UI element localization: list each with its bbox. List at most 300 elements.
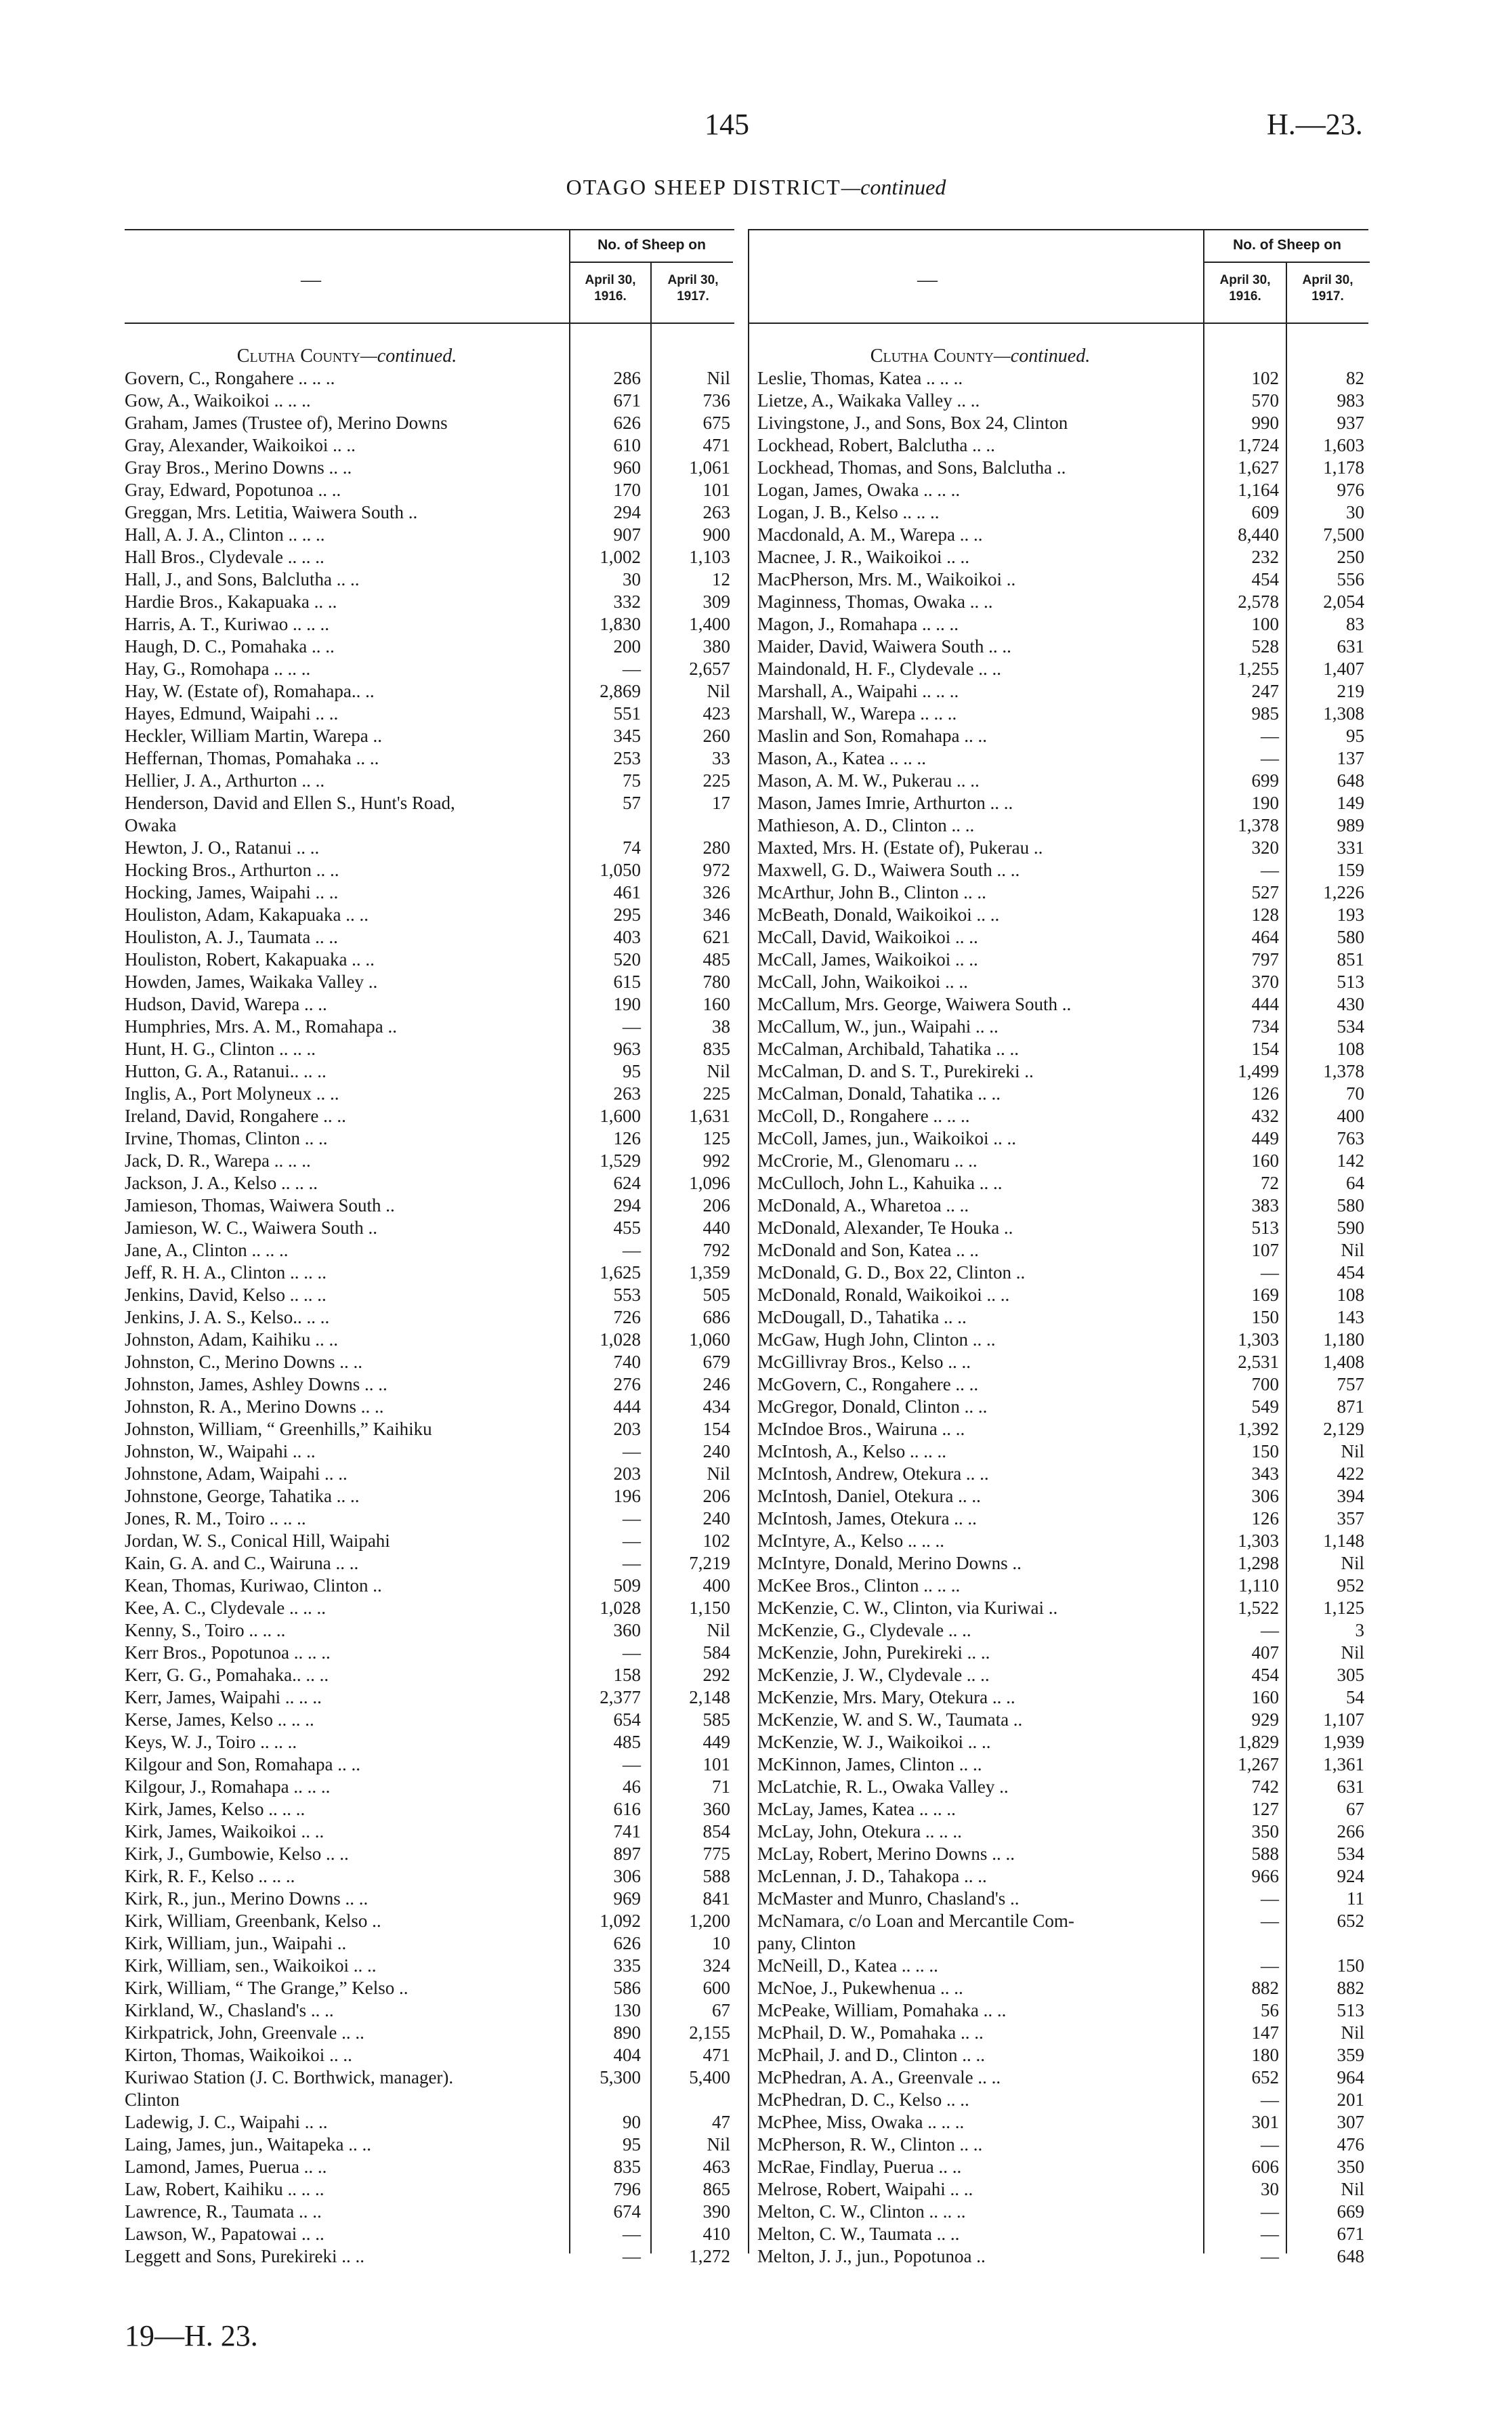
owner-name: Lamond, James, Puerua .. ..: [125, 2157, 327, 2177]
col-1917-line1: April 30,: [667, 273, 719, 287]
owner-name: Hellier, J. A., Arthurton .. ..: [125, 770, 325, 791]
table-row: [125, 837, 734, 859]
sheep-count-1916: 196: [613, 1486, 641, 1506]
sheep-count-1917: 1,178: [1323, 457, 1364, 478]
sheep-count-1916: 464: [1251, 927, 1279, 947]
sheep-count-1917: 324: [702, 1955, 730, 1976]
table-row: [125, 1463, 734, 1485]
sheep-count-1916: 570: [1251, 390, 1279, 411]
sheep-count-1916: 160: [1251, 1150, 1279, 1171]
title-main: OTAGO SHEEP DISTRICT: [566, 175, 841, 199]
owner-name: McNoe, J., Pukewhenua .. ..: [757, 1978, 963, 1998]
owner-name: Heffernan, Thomas, Pomahaka .. ..: [125, 748, 379, 768]
sheep-count-1916: —: [623, 1553, 641, 1573]
table-row: [757, 2044, 1368, 2066]
sheep-count-1917: 1,631: [689, 1106, 730, 1126]
sheep-count-1917: 1,308: [1323, 703, 1364, 724]
sheep-count-1916: 126: [1251, 1083, 1279, 1104]
sheep-count-1917: 67: [1346, 1799, 1364, 1819]
sheep-count-1916: 520: [613, 949, 641, 970]
sheep-count-1917: 1,125: [1323, 1598, 1364, 1618]
table-row: [125, 1530, 734, 1552]
owner-name: Kirk, James, Waikoikoi .. ..: [125, 1821, 324, 1842]
table-row: [125, 904, 734, 926]
owner-name: Hall, A. J. A., Clinton .. .. ..: [125, 524, 325, 545]
sheep-count-1917: 160: [702, 994, 730, 1014]
owner-name: McMaster and Munro, Chasland's ..: [757, 1888, 1020, 1909]
sheep-count-1916: 232: [1251, 547, 1279, 567]
sheep-count-1916: —: [623, 1508, 641, 1529]
table-row: [757, 1888, 1368, 1910]
sheep-count-1917: 7,219: [689, 1553, 730, 1573]
table-row: [125, 1664, 734, 1686]
owner-name: Kirk, R. F., Kelso .. .. ..: [125, 1866, 295, 1886]
sheep-count-1917: 989: [1337, 815, 1364, 835]
sheep-count-1917: 1,180: [1323, 1329, 1364, 1350]
sheep-count-1917: 380: [702, 636, 730, 657]
sheep-count-1916: 966: [1251, 1866, 1279, 1886]
table-row: [757, 636, 1368, 658]
table-row: [125, 1619, 734, 1642]
sheep-count-1916: —: [623, 1441, 641, 1461]
sheep-count-1916: 150: [1251, 1307, 1279, 1327]
sheep-count-1916: 2,578: [1238, 591, 1279, 612]
sheep-count-1916: 734: [1251, 1016, 1279, 1037]
sheep-count-1917: 865: [702, 2179, 730, 2199]
table-row: [757, 971, 1368, 993]
table-row: [757, 1552, 1368, 1575]
table-row: [125, 1597, 734, 1619]
sheep-count-1917: 882: [1337, 1978, 1364, 1998]
sheep-count-1917: 30: [1346, 502, 1364, 522]
owner-name: Kain, G. A. and C., Wairuna .. ..: [125, 1553, 359, 1573]
sheep-count-1917: 556: [1337, 569, 1364, 589]
table-row: [757, 1351, 1368, 1373]
sheep-count-1917: 1,359: [689, 1262, 730, 1283]
owner-name: Leslie, Thomas, Katea .. .. ..: [757, 368, 963, 388]
owner-name: Jamieson, Thomas, Waiwera South ..: [125, 1195, 395, 1215]
table-row: [125, 1329, 734, 1351]
owner-name: Lockhead, Robert, Balclutha .. ..: [757, 435, 995, 455]
sheep-count-1916: 2,869: [600, 681, 641, 701]
left-table-header: [125, 229, 734, 324]
table-row: [757, 1217, 1368, 1239]
table-row: [757, 1865, 1368, 1888]
sheep-count-1917: 225: [702, 770, 730, 791]
table-row: [757, 412, 1368, 434]
sheep-count-1916: 1,600: [600, 1106, 641, 1126]
table-row: [757, 501, 1368, 524]
table-row: [125, 2245, 734, 2268]
sheep-count-1916: 360: [613, 1620, 641, 1640]
sheep-count-1917: 309: [702, 591, 730, 612]
sheep-count-1916: 485: [613, 1732, 641, 1752]
sheep-count-1917: 900: [702, 524, 730, 545]
table-row: [757, 1642, 1368, 1664]
owner-name: Owaka: [125, 815, 177, 835]
sheep-count-1917: 434: [702, 1396, 730, 1417]
sheep-count-1917: 763: [1337, 1128, 1364, 1148]
page-number: 145: [705, 108, 749, 141]
sheep-count-1917: 95: [1346, 726, 1364, 746]
table-row: [125, 501, 734, 524]
table-row: [125, 770, 734, 792]
sheep-count-1917: 143: [1337, 1307, 1364, 1327]
owner-name: Hocking, James, Waipahi .. ..: [125, 882, 339, 902]
table-row: [125, 1686, 734, 1709]
owner-name: McPhee, Miss, Owaka .. .. ..: [757, 2112, 965, 2132]
sheep-count-1917: 225: [702, 1083, 730, 1104]
owner-name: Keys, W. J., Toiro .. .. ..: [125, 1732, 297, 1752]
table-row: [125, 390, 734, 412]
section-county: Clutha County: [870, 346, 994, 367]
sheep-count-1917: 1,096: [689, 1173, 730, 1193]
owner-name: McPhedran, A. A., Greenvale .. ..: [757, 2067, 1001, 2087]
table-row: [757, 1776, 1368, 1798]
owner-name: Haugh, D. C., Pomahaka .. ..: [125, 636, 335, 657]
owner-name: Maxwell, G. D., Waiwera South .. ..: [757, 860, 1020, 880]
owner-name: Melton, C. W., Clinton .. .. ..: [757, 2201, 966, 2222]
sheep-count-1917: 350: [1337, 2157, 1364, 2177]
sheep-count-1916: —: [623, 1642, 641, 1663]
owner-name: Melton, C. W., Taumata .. ..: [757, 2224, 960, 2244]
sheep-count-1917: 102: [702, 1531, 730, 1551]
owner-name: McDonald, Ronald, Waikoikoi .. ..: [757, 1285, 1010, 1305]
sheep-count-1917: 108: [1337, 1285, 1364, 1305]
table-row: [125, 1642, 734, 1664]
sheep-count-1916: 147: [1251, 2022, 1279, 2043]
sheep-count-1917: 64: [1346, 1173, 1364, 1193]
sheep-count-1916: —: [1261, 1955, 1279, 1976]
sheep-count-1916: 1,303: [1238, 1531, 1279, 1551]
sheep-count-1916: 102: [1251, 368, 1279, 388]
table-row: [757, 1999, 1368, 2022]
sheep-count-1917: 430: [1337, 994, 1364, 1014]
owner-name: Kirk, J., Gumbowie, Kelso .. ..: [125, 1844, 349, 1864]
table-row: [757, 1440, 1368, 1463]
sheep-count-1916: —: [1261, 1888, 1279, 1909]
table-row: [757, 2245, 1368, 2268]
sheep-count-1917: Nil: [707, 1463, 730, 1484]
owner-name: Johnston, William, “ Greenhills,” Kaihiku: [125, 1419, 432, 1439]
owner-name: Gray, Alexander, Waikoikoi .. ..: [125, 435, 356, 455]
sheep-count-1917: 580: [1337, 1195, 1364, 1215]
table-row: [757, 1194, 1368, 1217]
right-table-body: [757, 367, 1368, 2268]
owner-name: Mason, A., Katea .. .. ..: [757, 748, 926, 768]
sheep-count-1916: 100: [1251, 614, 1279, 634]
table-row: [757, 747, 1368, 770]
owner-name: McKenzie, J. W., Clydevale .. ..: [757, 1665, 990, 1685]
table-row: [757, 2066, 1368, 2089]
sheep-count-1917: 505: [702, 1285, 730, 1305]
sheep-count-1916: 740: [613, 1352, 641, 1372]
table-row: [757, 1821, 1368, 1843]
owner-name: McDonald and Son, Katea .. ..: [757, 1240, 979, 1260]
sheep-count-1917: 590: [1337, 1218, 1364, 1238]
owner-name: McCall, James, Waikoikoi .. ..: [757, 949, 978, 970]
sheep-count-1917: 1,400: [689, 614, 730, 634]
sheep-count-1917: 250: [1337, 547, 1364, 567]
sheep-count-1916: 882: [1251, 1978, 1279, 1998]
sheep-count-1917: 2,148: [689, 1687, 730, 1707]
sheep-count-1916: 509: [613, 1575, 641, 1596]
sheep-count-1917: 326: [702, 882, 730, 902]
sheep-count-1917: 292: [702, 1665, 730, 1685]
sheep-count-1917: 7,500: [1323, 524, 1364, 545]
sheep-count-1916: 432: [1251, 1106, 1279, 1126]
table-row: [757, 658, 1368, 680]
col-1916-line2: 1916.: [594, 289, 627, 304]
sheep-count-1916: 1,625: [600, 1262, 641, 1283]
sheep-count-1917: 10: [712, 1933, 730, 1953]
table-row: [757, 2178, 1368, 2201]
table-row: [757, 1463, 1368, 1485]
sheep-count-1916: 963: [613, 1039, 641, 1059]
sheep-count-1916: 130: [613, 2000, 641, 2020]
owner-name: Kirk, James, Kelso .. .. ..: [125, 1799, 306, 1819]
table-row: [125, 971, 734, 993]
table-row: [757, 367, 1368, 390]
sheep-count-1917: 1,103: [689, 547, 730, 567]
owner-name: Henderson, David and Ellen S., Hunt's Road,: [125, 793, 455, 813]
owner-name: McBeath, Donald, Waikoikoi .. ..: [757, 904, 1000, 925]
table-row: [757, 1619, 1368, 1642]
sheep-count-1916: 126: [613, 1128, 641, 1148]
sheep-count-1917: 1,148: [1323, 1531, 1364, 1551]
table-row: [125, 703, 734, 725]
owner-name: Kilgour, J., Romahapa .. .. ..: [125, 1776, 331, 1797]
sheep-count-1916: 1,028: [600, 1598, 641, 1618]
owner-name: McPherson, R. W., Clinton .. ..: [757, 2134, 983, 2155]
owner-name: Jane, A., Clinton .. .. ..: [125, 1240, 289, 1260]
sheep-count-1916: 652: [1251, 2067, 1279, 2087]
sheep-count-1917: 82: [1346, 368, 1364, 388]
owner-name: Lietze, A., Waikaka Valley .. ..: [757, 390, 980, 411]
sheep-count-1916: 1,092: [600, 1911, 641, 1931]
sheep-count-1917: 390: [702, 2201, 730, 2222]
owner-name: McCall, David, Waikoikoi .. ..: [757, 927, 978, 947]
sheep-count-1916: 2,531: [1238, 1352, 1279, 1372]
owner-name: Johnston, Adam, Kaihiku .. ..: [125, 1329, 338, 1350]
sheep-count-1917: 346: [702, 904, 730, 925]
sheep-count-1917: 83: [1346, 614, 1364, 634]
sheep-count-1917: 471: [702, 2045, 730, 2065]
sheep-count-1917: 1,107: [1323, 1709, 1364, 1730]
owner-name: Gow, A., Waikoikoi .. .. ..: [125, 390, 311, 411]
sheep-count-1916: 154: [1251, 1039, 1279, 1059]
table-row: [757, 1686, 1368, 1709]
table-row: [125, 1552, 734, 1575]
sheep-count-1916: 276: [613, 1374, 641, 1394]
sheep-count-1916: 75: [623, 770, 641, 791]
sheep-count-1916: 1,255: [1238, 659, 1279, 679]
owner-name: McLay, John, Otekura .. .. ..: [757, 1821, 962, 1842]
table-row: [757, 1709, 1368, 1731]
sheep-count-1916: 741: [613, 1821, 641, 1842]
sheep-count-1917: 331: [1337, 837, 1364, 858]
owner-name: Kenny, S., Toiro .. .. ..: [125, 1620, 286, 1640]
table-row: [757, 881, 1368, 904]
owner-name: Hay, W. (Estate of), Romahapa.. ..: [125, 681, 375, 701]
sheep-count-1917: 964: [1337, 2067, 1364, 2087]
table-row: [757, 568, 1368, 591]
sheep-count-1916: 513: [1251, 1218, 1279, 1238]
sheep-count-1916: 2,377: [600, 1687, 641, 1707]
column-header-1917: [650, 263, 734, 323]
table-row: [757, 390, 1368, 412]
owner-name: McPhedran, D. C., Kelso .. ..: [757, 2089, 969, 2110]
owner-name: McKenzie, C. W., Clinton, via Kuriwai ..: [757, 1598, 1058, 1618]
table-row: [757, 613, 1368, 636]
owner-name: Kerr Bros., Popotunoa .. .. ..: [125, 1642, 331, 1663]
sheep-count-1917: 422: [1337, 1463, 1364, 1484]
table-row: [757, 1262, 1368, 1284]
sheep-count-1916: 203: [613, 1463, 641, 1484]
sheep-count-1917: 648: [1337, 770, 1364, 791]
owner-name: McKenzie, W. and S. W., Taumata ..: [757, 1709, 1023, 1730]
sheep-count-1916: 350: [1251, 1821, 1279, 1842]
owner-name: Govern, C., Rongahere .. .. ..: [125, 368, 335, 388]
table-row: [757, 1306, 1368, 1329]
owner-name: McKenzie, G., Clydevale .. ..: [757, 1620, 971, 1640]
owner-name: Hayes, Edmund, Waipahi .. ..: [125, 703, 339, 724]
owner-name: Houliston, Robert, Kakapuaka .. ..: [125, 949, 375, 970]
owner-name: Johnston, James, Ashley Downs .. ..: [125, 1374, 387, 1394]
column-header-1917: [1286, 263, 1368, 323]
sheep-count-1917: 792: [702, 1240, 730, 1260]
sheep-count-1916: —: [1261, 1620, 1279, 1640]
table-row: [125, 1507, 734, 1530]
sheep-count-1916: 454: [1251, 1665, 1279, 1685]
sheep-count-1916: 797: [1251, 949, 1279, 970]
table-row: [757, 837, 1368, 859]
owner-name: Leggett and Sons, Purekireki .. ..: [125, 2246, 364, 2266]
owner-name: Hudson, David, Warepa .. ..: [125, 994, 327, 1014]
owner-name: Irvine, Thomas, Clinton .. ..: [125, 1128, 328, 1148]
owner-name: McDougall, D., Tahatika .. ..: [757, 1307, 967, 1327]
sheep-count-1917: 12: [712, 569, 730, 589]
column-header-1916: [1203, 263, 1286, 323]
sheep-count-1916: 1,110: [1238, 1575, 1279, 1596]
sheep-count-1917: 780: [702, 972, 730, 992]
sheep-count-1916: 126: [1251, 1508, 1279, 1529]
sheep-count-1917: 992: [702, 1150, 730, 1171]
owner-name: Magon, J., Romahapa .. .. ..: [757, 614, 959, 634]
sheep-count-1916: —: [1261, 2089, 1279, 2110]
sheep-count-1917: 193: [1337, 904, 1364, 925]
sheep-count-1916: 890: [613, 2022, 641, 2043]
sheep-count-1916: 455: [613, 1218, 641, 1238]
owner-name: McDonald, G. D., Box 22, Clinton ..: [757, 1262, 1026, 1283]
owner-name: Jenkins, J. A. S., Kelso.. .. ..: [125, 1307, 330, 1327]
sheep-count-1917: 736: [702, 390, 730, 411]
owner-name: McDonald, A., Wharetoa .. ..: [757, 1195, 969, 1215]
owner-name: Johnstone, George, Tahatika .. ..: [125, 1486, 360, 1506]
sheep-count-1917: 47: [712, 2112, 730, 2132]
sheep-count-1917: 206: [702, 1195, 730, 1215]
sheep-count-1916: 1,298: [1238, 1553, 1279, 1573]
sheep-count-1917: 937: [1337, 413, 1364, 433]
table-row: [757, 434, 1368, 457]
sheep-count-1917: 219: [1337, 681, 1364, 701]
owner-name: McGillivray Bros., Kelso .. ..: [757, 1352, 971, 1372]
table-row: [125, 680, 734, 703]
table-row: [757, 1843, 1368, 1865]
table-row: [125, 2089, 734, 2111]
sheep-count-1916: 624: [613, 1173, 641, 1193]
table-row: [125, 1105, 734, 1127]
table-row: [757, 1396, 1368, 1418]
owner-name: Ireland, David, Rongahere .. ..: [125, 1106, 346, 1126]
owner-name: McIndoe Bros., Wairuna .. ..: [757, 1419, 965, 1439]
sheep-count-1916: 796: [613, 2179, 641, 2199]
sheep-count-1916: 1,002: [600, 547, 641, 567]
name-column-header: —: [301, 268, 321, 291]
sheep-count-1917: 2,657: [689, 659, 730, 679]
owner-name: Jamieson, W. C., Waiwera South ..: [125, 1218, 378, 1238]
owner-name: McColl, James, jun., Waikoikoi .. ..: [757, 1128, 1017, 1148]
table-row: [757, 2134, 1368, 2156]
sheep-count-1917: 1,603: [1323, 435, 1364, 455]
sheep-count-1917: 154: [702, 1419, 730, 1439]
owner-name: Inglis, A., Port Molyneux .. ..: [125, 1083, 339, 1104]
owner-name: Mathieson, A. D., Clinton .. ..: [757, 815, 975, 835]
table-row: [125, 2156, 734, 2178]
owner-name: Logan, James, Owaka .. .. ..: [757, 480, 961, 500]
owner-name: Logan, J. B., Kelso .. .. ..: [757, 502, 940, 522]
table-row: [757, 949, 1368, 971]
sheep-count-1917: 924: [1337, 1866, 1364, 1886]
table-row: [125, 1798, 734, 1821]
sheep-count-1917: 3: [1355, 1620, 1364, 1640]
owner-name: Kerr, G. G., Pomahaka.. .. ..: [125, 1665, 329, 1685]
table-row: [125, 1351, 734, 1373]
owner-name: Jenkins, David, Kelso .. .. ..: [125, 1285, 327, 1305]
owner-name: Kirton, Thomas, Waikoikoi .. ..: [125, 2045, 352, 2065]
table-row: [125, 1239, 734, 1262]
owner-name: McGovern, C., Rongahere .. ..: [757, 1374, 979, 1394]
sheep-count-1917: 2,054: [1323, 591, 1364, 612]
table-row: [125, 881, 734, 904]
table-row: [125, 568, 734, 591]
sheep-count-1916: 626: [613, 1933, 641, 1953]
table-row: [757, 770, 1368, 792]
sheep-count-1917: 648: [1337, 2246, 1364, 2266]
sheep-count-1917: 1,407: [1323, 659, 1364, 679]
sheep-count-1916: 969: [613, 1888, 641, 1909]
sheep-count-1917: 357: [1337, 1508, 1364, 1529]
sheep-count-1917: 631: [1337, 636, 1364, 657]
sheep-count-1916: 528: [1251, 636, 1279, 657]
col-1916-line1: April 30,: [585, 273, 636, 287]
table-row: [757, 680, 1368, 703]
owner-name: McColl, D., Rongahere .. .. ..: [757, 1106, 970, 1126]
owner-name: McKinnon, James, Clinton .. ..: [757, 1754, 982, 1774]
sheep-count-1917: Nil: [1341, 1441, 1364, 1461]
sheep-count-1917: 71: [712, 1776, 730, 1797]
sheep-count-1916: 588: [1251, 1844, 1279, 1864]
sheep-count-1917: 463: [702, 2157, 730, 2177]
sheep-count-1916: 30: [1261, 2179, 1279, 2199]
owner-name: McCalman, D. and S. T., Purekireki ..: [757, 1061, 1034, 1081]
page-footer: 19—H. 23.: [125, 2319, 258, 2352]
sheep-count-1916: 190: [1251, 793, 1279, 813]
owner-name: McGregor, Donald, Clinton .. ..: [757, 1396, 988, 1417]
sheep-count-1917: 1,061: [689, 457, 730, 478]
sheep-count-1916: 609: [1251, 502, 1279, 522]
owner-name: McIntosh, A., Kelso .. .. ..: [757, 1441, 946, 1461]
